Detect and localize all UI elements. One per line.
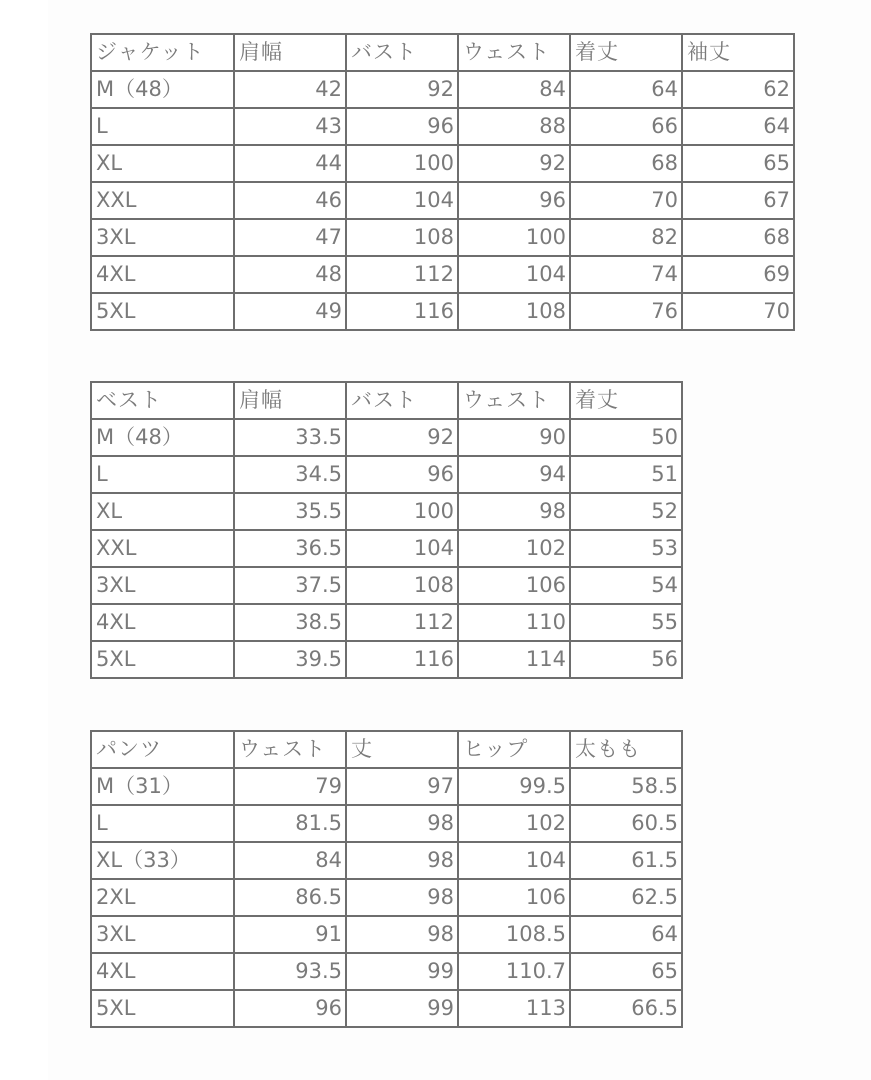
table-cell: 90 (458, 419, 570, 456)
header-cell: ウェスト (234, 731, 346, 768)
size-label: 5XL (91, 293, 234, 330)
size-label: XL（33） (91, 842, 234, 879)
table-cell: 104 (346, 182, 458, 219)
table-cell: 112 (346, 256, 458, 293)
table-row (91, 182, 794, 219)
table-header-row (91, 382, 682, 419)
table-cell: 47 (234, 219, 346, 256)
header-cell-category: ベスト (91, 382, 234, 419)
size-label: XL (91, 493, 234, 530)
table-cell: 68 (682, 219, 794, 256)
header-cell-category: パンツ (91, 731, 234, 768)
table-cell: 64 (570, 71, 682, 108)
table-cell: 70 (682, 293, 794, 330)
table-cell: 33.5 (234, 419, 346, 456)
header-cell: 着丈 (570, 34, 682, 71)
table-row (91, 641, 682, 678)
size-label: XL (91, 145, 234, 182)
header-cell: ヒップ (458, 731, 570, 768)
table-cell: 93.5 (234, 953, 346, 990)
size-label: L (91, 805, 234, 842)
table-row (91, 219, 794, 256)
table-cell: 50 (570, 419, 682, 456)
table-cell: 56 (570, 641, 682, 678)
table-cell: 96 (458, 182, 570, 219)
table-cell: 54 (570, 567, 682, 604)
table-cell: 92 (458, 145, 570, 182)
size-label: L (91, 456, 234, 493)
table-cell: 96 (346, 108, 458, 145)
table-cell: 74 (570, 256, 682, 293)
table-cell: 65 (570, 953, 682, 990)
table-cell: 38.5 (234, 604, 346, 641)
table-cell: 110 (458, 604, 570, 641)
table-cell: 58.5 (570, 768, 682, 805)
header-cell: 丈 (346, 731, 458, 768)
table-cell: 99 (346, 990, 458, 1027)
table-cell: 92 (346, 71, 458, 108)
table-header-row (91, 34, 794, 71)
size-label: 4XL (91, 604, 234, 641)
header-cell: ウェスト (458, 34, 570, 71)
table-row (91, 842, 682, 879)
table-cell: 100 (346, 145, 458, 182)
table-cell: 36.5 (234, 530, 346, 567)
table-cell: 84 (234, 842, 346, 879)
table-cell: 34.5 (234, 456, 346, 493)
table-cell: 98 (458, 493, 570, 530)
jacket-size-table (90, 33, 795, 331)
table-cell: 76 (570, 293, 682, 330)
size-label: 5XL (91, 641, 234, 678)
table-cell: 46 (234, 182, 346, 219)
table-cell: 61.5 (570, 842, 682, 879)
header-cell: 袖丈 (682, 34, 794, 71)
size-label: M（31） (91, 768, 234, 805)
table-cell: 64 (682, 108, 794, 145)
size-label: M（48） (91, 71, 234, 108)
table-row (91, 256, 794, 293)
table-cell: 99 (346, 953, 458, 990)
table-row (91, 768, 682, 805)
table-cell: 69 (682, 256, 794, 293)
table-cell: 96 (234, 990, 346, 1027)
table-cell: 97 (346, 768, 458, 805)
header-cell: 肩幅 (234, 34, 346, 71)
table-cell: 86.5 (234, 879, 346, 916)
table-cell: 104 (458, 842, 570, 879)
size-label: M（48） (91, 419, 234, 456)
table-cell: 62 (682, 71, 794, 108)
table-cell: 98 (346, 805, 458, 842)
table-cell: 44 (234, 145, 346, 182)
header-cell: バスト (346, 34, 458, 71)
table-row (91, 879, 682, 916)
table-cell: 102 (458, 805, 570, 842)
table-cell: 104 (346, 530, 458, 567)
size-label: 3XL (91, 567, 234, 604)
table-row (91, 71, 794, 108)
table-cell: 60.5 (570, 805, 682, 842)
table-cell: 116 (346, 293, 458, 330)
header-cell: バスト (346, 382, 458, 419)
table-row (91, 293, 794, 330)
table-cell: 68 (570, 145, 682, 182)
table-row (91, 567, 682, 604)
size-label: 2XL (91, 879, 234, 916)
table-cell: 66.5 (570, 990, 682, 1027)
table-cell: 114 (458, 641, 570, 678)
pants-size-table (90, 730, 683, 1028)
table-cell: 104 (458, 256, 570, 293)
table-cell: 94 (458, 456, 570, 493)
table-cell: 102 (458, 530, 570, 567)
table-row (91, 916, 682, 953)
size-label: 3XL (91, 219, 234, 256)
table-cell: 49 (234, 293, 346, 330)
table-cell: 64 (570, 916, 682, 953)
table-cell: 108 (458, 293, 570, 330)
table-cell: 98 (346, 916, 458, 953)
table-cell: 88 (458, 108, 570, 145)
table-cell: 96 (346, 456, 458, 493)
table-cell: 70 (570, 182, 682, 219)
vest-size-table (90, 381, 683, 679)
table-cell: 100 (458, 219, 570, 256)
table-cell: 106 (458, 567, 570, 604)
table-cell: 113 (458, 990, 570, 1027)
table-cell: 99.5 (458, 768, 570, 805)
table-cell: 92 (346, 419, 458, 456)
table-cell: 81.5 (234, 805, 346, 842)
table-cell: 79 (234, 768, 346, 805)
table-cell: 52 (570, 493, 682, 530)
table-cell: 43 (234, 108, 346, 145)
size-label: 4XL (91, 953, 234, 990)
table-cell: 65 (682, 145, 794, 182)
table-cell: 84 (458, 71, 570, 108)
table-cell: 35.5 (234, 493, 346, 530)
table-cell: 66 (570, 108, 682, 145)
size-label: XXL (91, 182, 234, 219)
size-label: 5XL (91, 990, 234, 1027)
table-row (91, 990, 682, 1027)
table-row (91, 493, 682, 530)
header-cell: 太もも (570, 731, 682, 768)
table-cell: 39.5 (234, 641, 346, 678)
table-cell: 108 (346, 567, 458, 604)
table-row (91, 805, 682, 842)
size-label: XXL (91, 530, 234, 567)
table-cell: 53 (570, 530, 682, 567)
table-row (91, 604, 682, 641)
header-cell: 着丈 (570, 382, 682, 419)
table-cell: 55 (570, 604, 682, 641)
table-cell: 98 (346, 842, 458, 879)
table-cell: 98 (346, 879, 458, 916)
table-cell: 82 (570, 219, 682, 256)
table-cell: 110.7 (458, 953, 570, 990)
size-label: 3XL (91, 916, 234, 953)
table-cell: 116 (346, 641, 458, 678)
table-row (91, 530, 682, 567)
table-row (91, 953, 682, 990)
table-cell: 42 (234, 71, 346, 108)
table-row (91, 456, 682, 493)
table-cell: 37.5 (234, 567, 346, 604)
table-cell: 108 (346, 219, 458, 256)
table-cell: 48 (234, 256, 346, 293)
header-cell: ウェスト (458, 382, 570, 419)
header-cell: 肩幅 (234, 382, 346, 419)
table-cell: 51 (570, 456, 682, 493)
table-header-row (91, 731, 682, 768)
table-cell: 108.5 (458, 916, 570, 953)
table-cell: 106 (458, 879, 570, 916)
table-cell: 112 (346, 604, 458, 641)
table-cell: 62.5 (570, 879, 682, 916)
table-cell: 100 (346, 493, 458, 530)
size-label: 4XL (91, 256, 234, 293)
table-row (91, 419, 682, 456)
header-cell-category: ジャケット (91, 34, 234, 71)
size-label: L (91, 108, 234, 145)
table-cell: 67 (682, 182, 794, 219)
table-row (91, 108, 794, 145)
table-cell: 91 (234, 916, 346, 953)
table-row (91, 145, 794, 182)
